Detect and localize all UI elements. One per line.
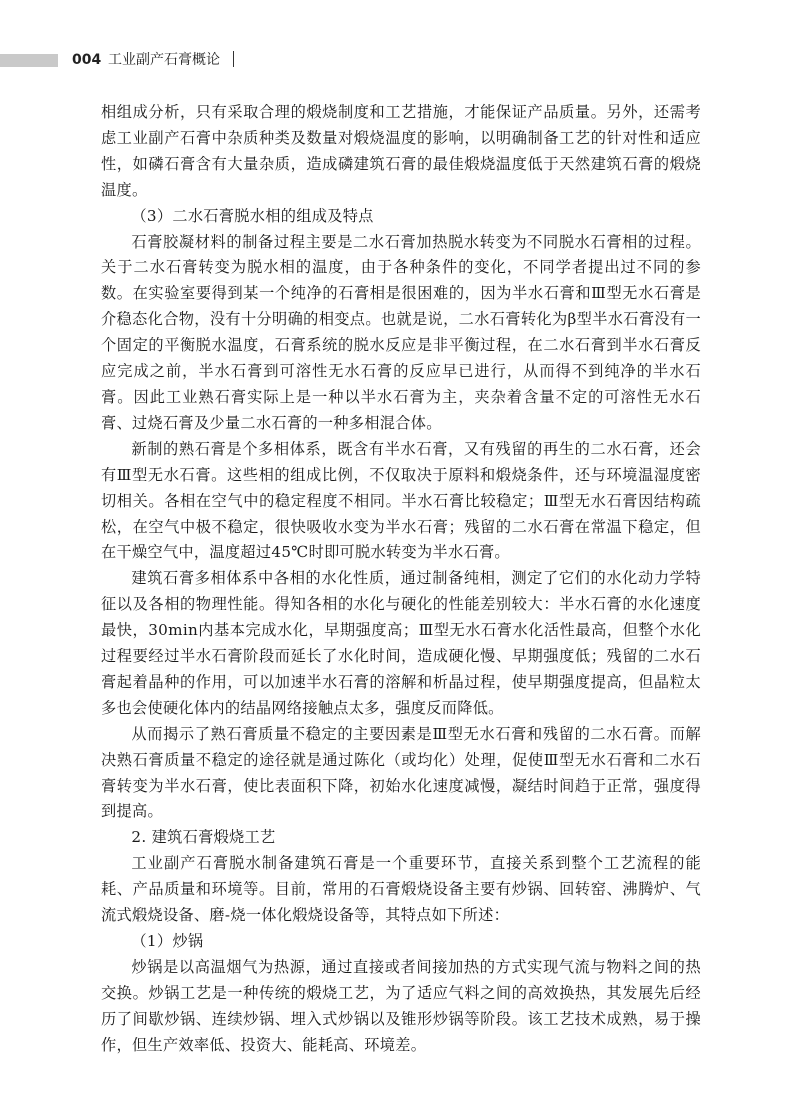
- page-number: 004: [72, 52, 102, 68]
- paragraph-continuation: 相组成分析，只有采取合理的煅烧制度和工艺措施，才能保证产品质量。另外，还需考虑工业副产石膏中杂质种类及数量对煅烧温度的影响，以明确制备工艺的针对性和适应性，如磷石膏含有大量杂质，造成磷建筑石膏的最佳煅烧温度低于天然建筑石膏的煅烧温度。: [101, 103, 701, 199]
- header-accent-bar: [0, 54, 58, 67]
- header-divider: [233, 51, 234, 67]
- paragraph: 炒锅是以高温烟气为热源，通过直接或者间接加热的方式实现气流与物料之间的热交换。炒锅工艺是一种传统的煅烧工艺，为了适应气料之间的高效换热，其发展先后经历了间歇炒锅、连续炒锅、埋入式炒锅以及锥形炒锅等阶段。该工艺技术成熟，易于操作，但生产效率低、投资大、能耗高、环境差。: [101, 957, 701, 1054]
- paragraph: 石膏胶凝材料的制备过程主要是二水石膏加热脱水转变为不同脱水石膏相的过程。关于二水石膏转变为脱水相的温度，由于各种条件的变化，不同学者提出过不同的参数。在实验室要得到某一个纯净的石膏相是很困难的，因为半水石膏和Ⅲ型无水石膏是介稳态化合物，没有十分明确的相变点。也就是说，二水石膏转化为β型半水石膏没有一个固定的平衡脱水温度，石膏系统的脱水反应是非平衡过程，在二水石膏到半水石膏反应完成之前，半水石膏到可溶性无水石膏的反应早已进行，从而得不到纯净的半水石膏。因此工业熟石膏实际上是一种以半水石膏为主，夹杂着含量不定的可溶性无水石膏、过烧石膏及少量二水石膏的一种多相混合体。: [101, 232, 701, 432]
- running-header: [0, 48, 800, 72]
- paragraph: 工业副产石膏脱水制备建筑石膏是一个重要环节，直接关系到整个工艺流程的能耗、产品质量和环境等。目前，常用的石膏煅烧设备主要有炒锅、回转窑、沸腾炉、气流式煅烧设备、磨-烧一体化煅烧设备等，其特点如下所述：: [101, 854, 701, 925]
- book-title: 工业副产石膏概论: [108, 52, 220, 68]
- paragraph: 新制的熟石膏是个多相体系，既含有半水石膏，又有残留的再生的二水石膏，还会有Ⅲ型无水石膏。这些相的组成比例，不仅取决于原料和煅烧条件，还与环境温湿度密切相关。各相在空气中的稳定程度不相同。半水石膏比较稳定；Ⅲ型无水石膏因结构疏松，在空气中极不稳定，很快吸收水变为半水石膏；残留的二水石膏在常温下稳定，但在干燥空气中，温度超过45℃时即可脱水转变为半水石膏。: [101, 439, 701, 562]
- paragraph: 从而揭示了熟石膏质量不稳定的主要因素是Ⅲ型无水石膏和残留的二水石膏。而解决熟石膏质量不稳定的途径就是通过陈化（或均化）处理，促使Ⅲ型无水石膏和二水石膏转变为半水石膏，使比表面积下降，初始水化速度减慢，凝结时间趋于正常，强度得到提高。: [101, 724, 701, 821]
- page-body: [101, 100, 701, 1059]
- subsection-heading-kettle: （1）炒锅: [131, 932, 204, 950]
- section-heading-calcination-process: 2. 建筑石膏煅烧工艺: [131, 828, 276, 847]
- paragraph: 建筑石膏多相体系中各相的水化性质，通过制备纯相，测定了它们的水化动力学特征以及各相的物理性能。得知各相的水化与硬化的性能差别较大：半水石膏的水化速度最快，30min内基本完成水化，早期强度高；Ⅲ型无水石膏水化活性最高，但整个水化过程要经过半水石膏阶段而延长了水化时间，造成硬化慢、早期强度低；残留的二水石膏起着晶种的作用，可以加速半水石膏的溶解和析晶过程，使早期强度提高，但晶粒太多也会使硬化体内的结晶网络接触点太多，强度反而降低。: [101, 569, 701, 717]
- subsection-heading-dehydration-phases: （3）二水石膏脱水相的组成及特点: [131, 206, 374, 225]
